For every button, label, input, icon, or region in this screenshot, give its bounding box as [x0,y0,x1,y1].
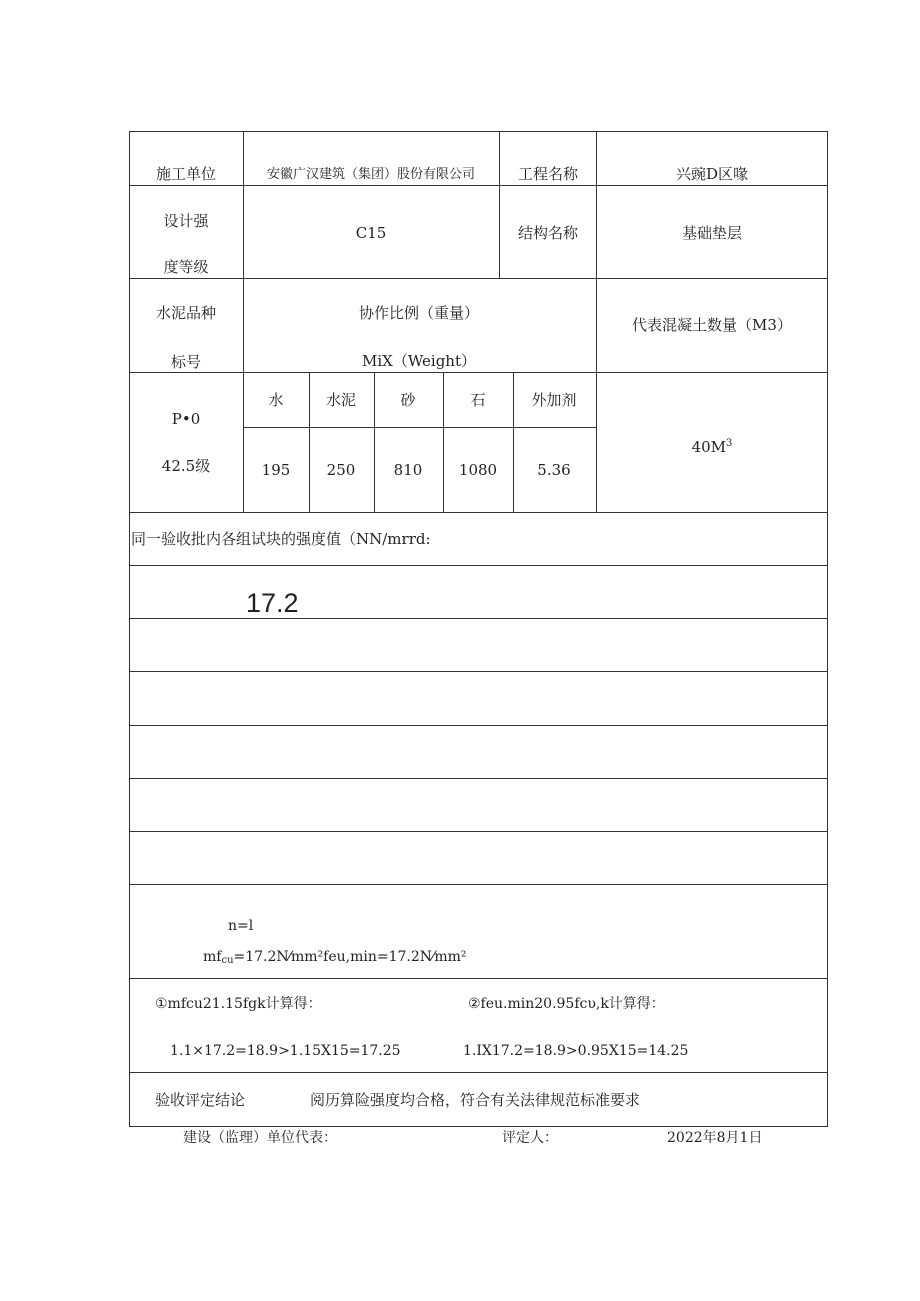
mix-ratio-label: MiX（Weight） [362,352,476,370]
cement-type-value: 42.5级 [161,457,211,475]
mix-column-header: 石 [470,391,486,409]
project-name-label: 工程名称 [517,165,579,183]
row-divider [129,185,828,186]
mix-value: 1080 [458,461,498,479]
mix-column-header: 水 [268,391,284,409]
row-divider [129,278,828,279]
design-strength-value: C15 [355,224,387,242]
mix-ratio-label: 协作比例（重量） [358,304,480,322]
column-divider [243,131,244,512]
calc-left-value: 1.1×17.2=18.9>1.15X15=17.25 [170,1043,401,1059]
column-divider [596,131,597,512]
calc-left-title: ①mfcu21.15fgk计算得： [155,996,322,1012]
mean-min-strength [203,948,467,970]
project-name-value: 兴豌D区喙 [675,165,749,183]
cement-type-label: 水泥品种 [155,304,217,322]
construction-unit-label: 施工单位 [155,165,217,183]
column-divider [443,372,444,512]
row-divider [129,831,828,832]
design-strength-label: 度等级 [163,258,209,276]
column-divider [374,372,375,512]
column-divider [309,372,310,512]
column-divider [499,131,500,278]
row-divider [243,427,596,428]
supervisor-signature-label: 建设（监理）单位代表： [183,1130,337,1146]
sample-count: n=l [228,918,254,934]
row-divider [129,978,828,979]
strength-values-header: 同一验收批内各组试块的强度值（NN/mrrd: [131,530,431,548]
row-divider [129,565,828,566]
row-divider [129,618,828,619]
structure-name-label: 结构名称 [517,224,579,242]
evaluator-signature-label: 评定人： [502,1130,558,1146]
strength-value: 17.2 [246,588,299,618]
row-divider [129,1072,828,1073]
column-divider [513,372,514,512]
mix-value: 5.36 [537,461,571,479]
structure-name-value: 基础垫层 [681,224,743,242]
quantity-value [692,435,733,456]
row-divider [129,778,828,779]
quantity-base: 40M [691,438,727,456]
calc-right-title: ②feu.min20.95fcυ,k计算得： [468,996,665,1012]
mf-subscript: cu [221,955,234,966]
mf-prefix: mf [203,949,222,965]
construction-unit-value: 安徽广汉建筑（集团）股份有限公司 [266,167,476,182]
calc-right-value: 1.IX17.2=18.9>0.95X15=14.25 [463,1043,689,1059]
mix-value: 195 [261,461,291,479]
row-divider [129,884,828,885]
row-divider [129,512,828,513]
mf-rest: =17.2N⁄mm²feu,min=17.2N⁄mm² [233,949,467,965]
row-divider [129,372,828,373]
cement-type-label: 标号 [170,353,202,371]
mix-column-header: 水泥 [325,391,357,409]
cement-type-value: P•0 [171,410,201,428]
row-divider [129,671,828,672]
mix-value: 810 [393,461,423,479]
quantity-label: 代表混凝土数量（M3） [632,316,792,334]
evaluation-date: 2022年8月1日 [667,1130,763,1146]
conclusion-text: 阅历算险强度均合格，符合有关法律规范标准要求 [310,1091,641,1109]
design-strength-label: 设计强 [163,212,209,230]
mix-column-header: 外加剂 [531,391,577,409]
quantity-exponent: 3 [726,438,733,449]
mix-value: 250 [326,461,356,479]
mix-column-header: 砂 [400,391,416,409]
conclusion-label: 验收评定结论 [155,1091,246,1109]
row-divider [129,725,828,726]
